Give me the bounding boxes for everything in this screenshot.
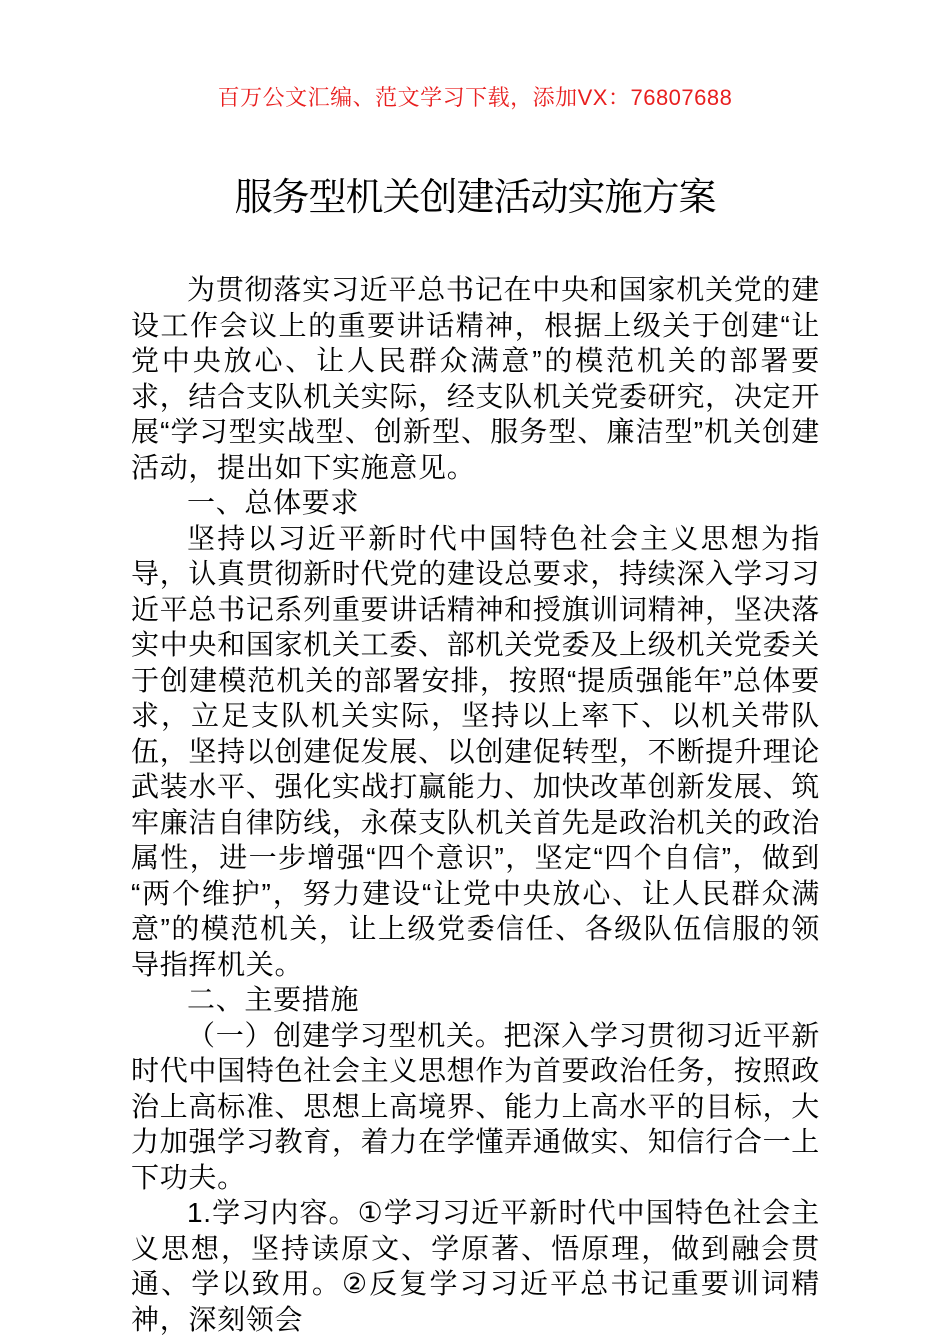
section-heading: 二、主要措施 (187, 984, 360, 1015)
document-body (131, 272, 820, 1337)
document-title: 服务型机关创建活动实施方案 (234, 177, 716, 219)
body-paragraph: （一）创建学习型机关。把深入学习贯彻习近平新时代中国特色社会主义思想作为首要政治任务，按照政治上高标准、思想上高境界、能力上高水平的目标，大力加强学习教育，着力在学懂弄通做实、知信行合一上下功夫。 (131, 1019, 820, 1193)
body-paragraph: 坚持以习近平新时代中国特色社会主义思想为指导，认真贯彻新时代党的建设总要求，持续深入学习习近平总书记系列重要讲话精神和授旗训词精神，坚决落实中央和国家机关工委、部机关党委及上级机关党委关于创建模范机关的部署安排，按照“提质强能年”总体要求，立足支队机关实际，坚持以上率下、以机关带队伍，坚持以创建促发展、以创建促转型，不断提升理论武装水平、强化实战打赢能力、加快改革创新发展、筑牢廉洁自律防线，永葆支队机关首先是政治机关的政治属性，进一步增强“四个意识”，坚定“四个自信”，做到“两个维护”，努力建设“让党中央放心、让人民群众满意”的模范机关，让上级党委信任、各级队伍信服的领导指挥机关。 (131, 522, 820, 980)
body-paragraph: 1.学习内容。①学习习近平新时代中国特色社会主义思想，坚持读原文、学原著、悟原理，做到融会贯通、学以致用。②反复学习习近平总书记重要训词精神，深刻领会 (131, 1197, 820, 1335)
promo-banner-text: 百万公文汇编、范文学习下载，添加VX：76807688 (217, 85, 733, 110)
body-paragraph: 为贯彻落实习近平总书记在中央和国家机关党的建设工作会议上的重要讲话精神，根据上级关于创建“让党中央放心、让人民群众满意”的模范机关的部署要求，结合支队机关实际，经支队机关党委研究，决定开展“学习型实战型、创新型、服务型、廉洁型”机关创建活动，提出如下实施意见。 (131, 274, 820, 483)
section-heading: 一、总体要求 (187, 487, 360, 518)
